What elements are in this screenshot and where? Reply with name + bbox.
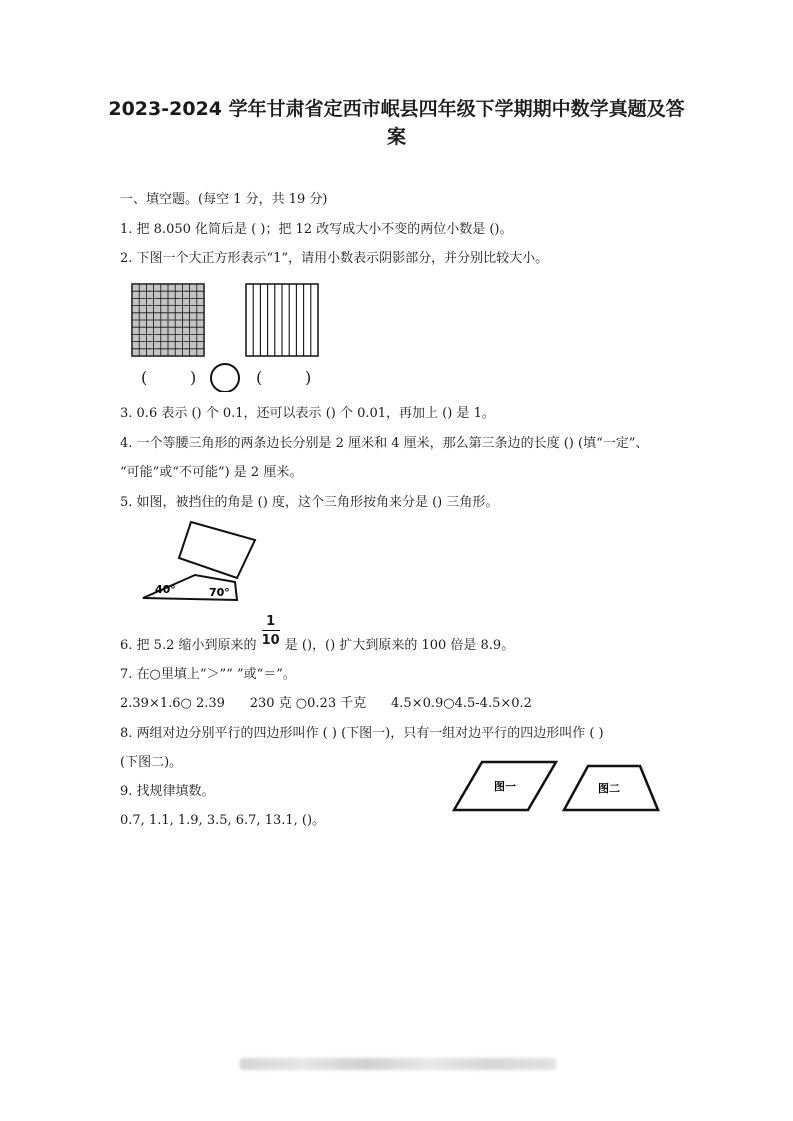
question-8-line-2: (下图二)。 bbox=[120, 755, 183, 770]
question-2: 2. 下图一个大正方形表示“1”，请用小数表示阴影部分，并分别比较大小。 bbox=[120, 251, 549, 266]
comparison-circle bbox=[211, 364, 239, 392]
angle-40-label: 40° bbox=[155, 583, 176, 596]
fraction-numerator: 1 bbox=[266, 614, 276, 629]
hundred-grid-square bbox=[132, 284, 204, 356]
question-6-suffix: 是 ()，() 扩大到原来的 100 倍是 8.9。 bbox=[284, 638, 515, 653]
section-heading: 一、填空题。(每空 1 分，共 19 分) bbox=[120, 192, 328, 207]
question-7: 7. 在○里填上“＞”“ ”或“＝”。 bbox=[120, 667, 296, 682]
fraction bbox=[261, 614, 281, 655]
question-5: 5. 如图，被挡住的角是 () 度，这个三角形按角来分是 () 三角形。 bbox=[120, 495, 499, 510]
page-title: 2023-2024 学年甘肃省定西市岷县四年级下学期期中数学真题及答案 bbox=[108, 98, 685, 148]
fraction-bar bbox=[262, 630, 280, 631]
tenths-striped-square bbox=[246, 284, 318, 356]
paren-open-left: ( bbox=[141, 368, 148, 387]
question-4-line-1: 4. 一个等腰三角形的两条边长分别是 2 厘米和 4 厘米，那么第三条边的长度 () (填“一定”、 bbox=[120, 436, 649, 451]
question-4-line-2: “可能”或“不可能”) 是 2 厘米。 bbox=[120, 465, 303, 480]
question-1: 1. 把 8.050 化简后是 ( )；把 12 改写成大小不变的两位小数是 ()。 bbox=[120, 222, 513, 237]
fig1-label: 图一 bbox=[494, 780, 516, 793]
question-3: 3. 0.6 表示 () 个 0.1，还可以表示 () 个 0.01，再加上 () 是 1。 bbox=[120, 406, 495, 421]
fig2-label: 图二 bbox=[598, 782, 620, 795]
q5-figure bbox=[135, 520, 265, 605]
question-6-prefix: 6. 把 5.2 缩小到原来的 bbox=[120, 638, 257, 653]
paren-close-right: ) bbox=[305, 368, 312, 387]
q8-figure-svg bbox=[452, 758, 662, 814]
angle-70-label: 70° bbox=[209, 586, 230, 599]
q8-figure bbox=[452, 758, 662, 814]
question-9-sequence: 0.7, 1.1, 1.9, 3.5, 6.7, 13.1, ()。 bbox=[120, 813, 326, 828]
fraction-denominator: 10 bbox=[261, 633, 280, 648]
question-7-items: 2.39×1.6○ 2.39 230 克 ○0.23 千克 4.5×0.9○4.5-4.5×0.2 bbox=[120, 696, 532, 711]
blurred-footer-watermark bbox=[240, 1058, 556, 1070]
question-6 bbox=[120, 614, 515, 655]
question-8-line-1: 8. 两组对边分别平行的四边形叫作 ( ) (下图一)，只有一组对边平行的四边形叫作 ( ) bbox=[120, 726, 604, 741]
paren-close-left: ) bbox=[190, 368, 197, 387]
paren-open-right: ( bbox=[256, 368, 263, 387]
q5-figure-svg bbox=[135, 520, 265, 605]
covering-rectangle bbox=[179, 522, 255, 578]
question-9: 9. 找规律填数。 bbox=[120, 784, 215, 799]
